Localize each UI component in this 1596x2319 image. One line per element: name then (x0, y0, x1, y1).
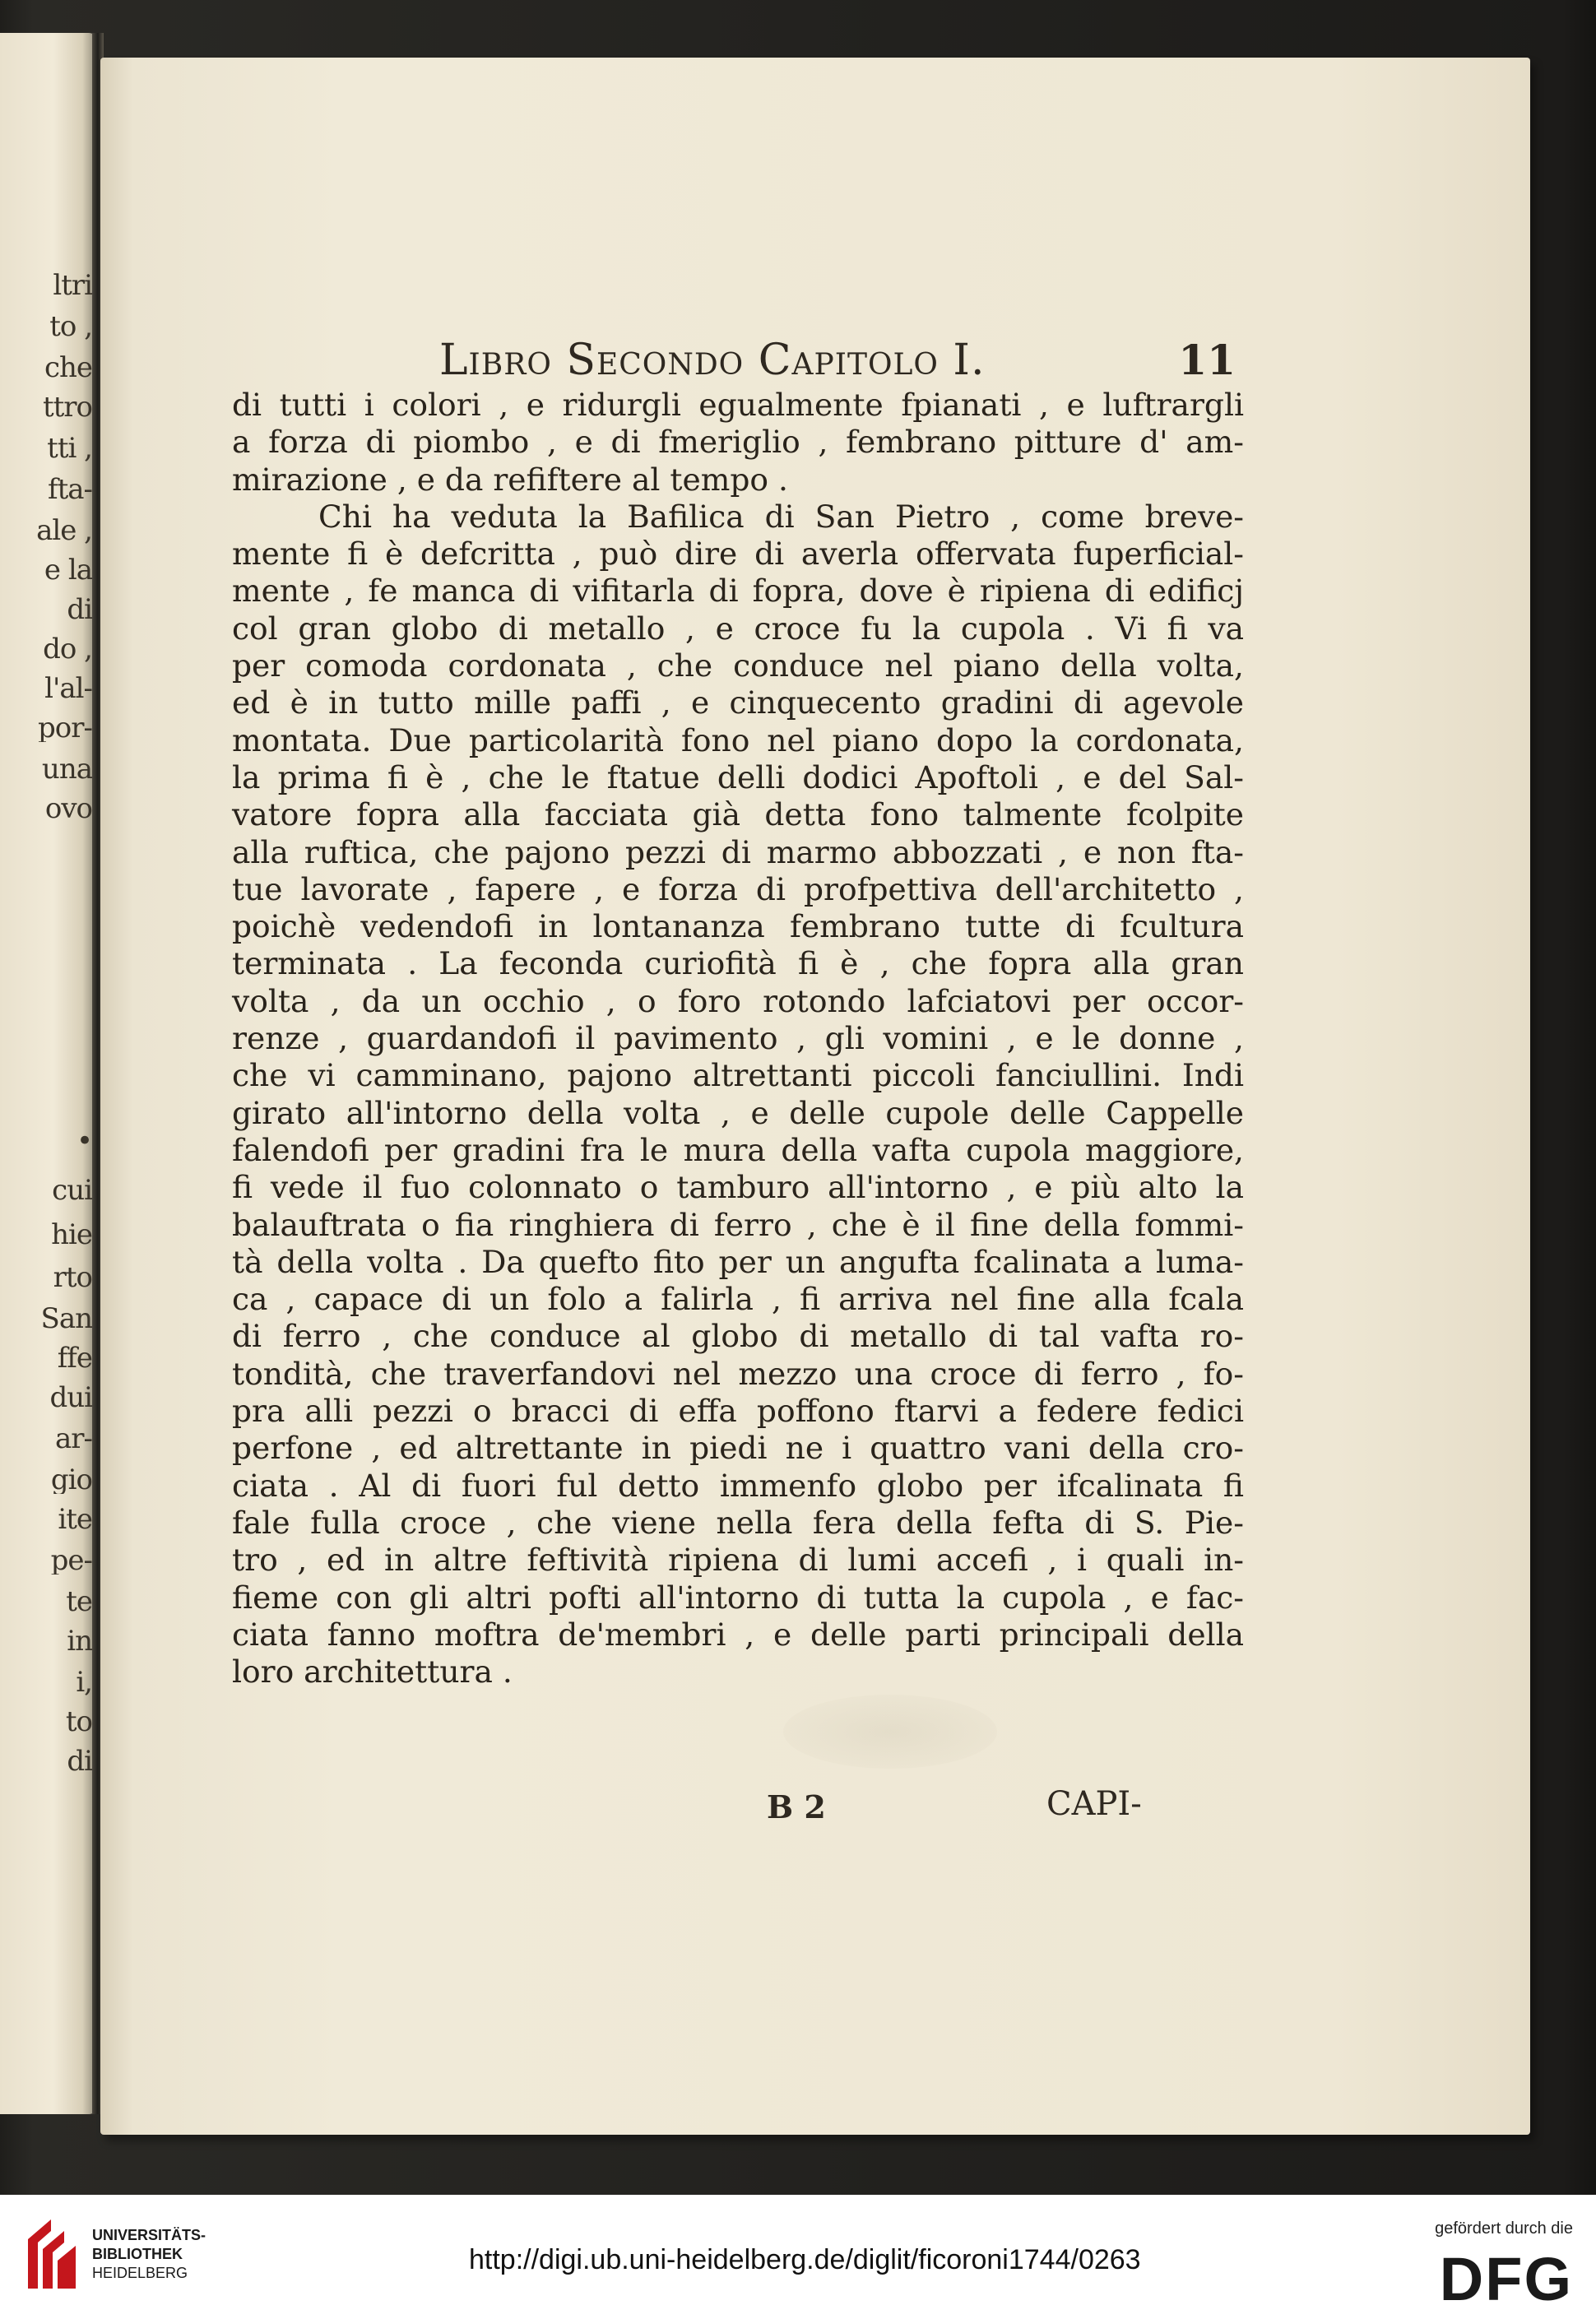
text-line: mente fi è defcritta , può dire di averla offervata fuperficial- (232, 536, 1244, 573)
page-stain (783, 1695, 997, 1769)
left-page-fragment: rto (53, 1264, 92, 1292)
left-page-fragment: tti , (47, 434, 92, 462)
text-line: ed è in tutto mille paffi , e cinquecento gradini di agevole (232, 684, 1244, 721)
left-page-fragment: San (40, 1305, 92, 1333)
text-line: per comoda cordonata , che conduce nel piano della volta, (232, 647, 1244, 684)
left-page-fragment: una (41, 755, 92, 783)
library-name-line: UNIVERSITÄTS- (92, 2227, 206, 2243)
text-line: pra alli pezzi o bracci di effa poffono ftarvi a federe fedici (232, 1393, 1244, 1430)
signature-mark: B 2 (767, 1788, 826, 1825)
text-line: vatore fopra alla facciata già detta fono talmente fcolpite (232, 796, 1244, 833)
catchword: CAPI- (1046, 1785, 1142, 1823)
left-page-fragment: fta- (47, 475, 92, 503)
text-line: loro architettura . (232, 1653, 513, 1691)
text-line: girato all'intorno della volta , e delle cupole delle Cappelle (232, 1094, 1244, 1131)
text-line: perfone , ed altrettante in piedi ne i quattro vani della cro- (232, 1430, 1244, 1467)
left-page-fragment: ttro (42, 393, 92, 421)
text-line: volta , da un occhio , o foro rotondo lafciatovi per occor- (232, 982, 1244, 1019)
text-line: ciata . Al di fuori ful detto immenfo globo per ifcalinata fi (232, 1467, 1244, 1504)
dfg-logo: DFG (1439, 2245, 1573, 2313)
left-page-fragment: hie (51, 1221, 92, 1249)
left-page-fragment: ale , (36, 517, 92, 545)
running-head: Libro Secondo Capitolo I. (439, 336, 986, 385)
text-line: ca , capace di un folo a falirla , fi arriva nel fine alla fcala (232, 1281, 1244, 1318)
text-line: mente , fe manca di vifitarla di fopra, dove è ripiena di edificj (232, 573, 1244, 610)
text-line: mirazione , e da refiftere al tempo . (232, 461, 788, 498)
text-line: col gran globo di metallo , e croce fu la cupola . Vi fi va (232, 610, 1244, 647)
permalink-url[interactable]: http://digi.ub.uni-heidelberg.de/diglit/ficoroni1744/0263 (469, 2244, 1141, 2275)
left-page-fragment: pe- (50, 1547, 92, 1575)
text-line: di tutti i colori , e ridurgli egualmente fpianati , e luftrargli (232, 387, 1244, 423)
left-page-fragment: ar- (54, 1425, 92, 1453)
text-line: la prima fi è , che le ftatue delli dodici Apoftoli , e del Sal- (232, 758, 1244, 795)
library-logo-icon (23, 2215, 79, 2293)
text-line: poichè vedendofi in lontananza fembrano tutte di fcultura (232, 908, 1244, 945)
left-page-fragment: to , (49, 313, 92, 341)
text-line: Chi ha veduta la Bafilica di San Pietro , come breve- (318, 498, 1244, 535)
text-line: di ferro , che conduce al globo di metallo di tal vafta ro- (232, 1318, 1244, 1355)
library-name-line: HEIDELBERG (92, 2265, 188, 2281)
text-line: alla ruftica, che pajono pezzi di marmo abbozzati , e non fta- (232, 833, 1244, 870)
text-line: montata. Due particolarità fono nel piano dopo la cordonata, (232, 721, 1244, 758)
text-line: che vi camminano, pajono altrettanti piccoli fanciullini. Indi (232, 1057, 1244, 1094)
left-page-fragment: ovo (44, 795, 92, 823)
funding-note: gefördert durch die (1435, 2219, 1573, 2238)
library-name (92, 2226, 206, 2283)
left-page-fragment: por- (38, 714, 92, 742)
left-page-fragment: do , (43, 635, 92, 663)
text-line: tà della volta . Da quefto fito per un angufta fcalinata a luma- (232, 1243, 1244, 1280)
left-page-fragment: cui (52, 1176, 92, 1204)
left-page-fragment: che (44, 354, 92, 382)
text-line: tro , ed in altre feftività ripiena di lumi accefi , i quali in- (232, 1542, 1244, 1579)
text-line: fi vede il fuo colonnato o tamburo all'intorno , e più alto la (232, 1169, 1244, 1206)
left-page-fragment: dui (49, 1384, 92, 1412)
text-line: a forza di piombo , e di fmeriglio , fembrano pitture d' am- (232, 424, 1244, 461)
left-page-fragment: to (65, 1708, 92, 1736)
footer-bar (0, 2195, 1596, 2319)
text-line: terminata . La feconda curiofità fi è , che fopra alla gran (232, 945, 1244, 982)
text-line: tue lavorate , fapere , e forza di profpettiva dell'architetto , (232, 870, 1244, 907)
book-page (100, 58, 1530, 2135)
text-line: renze , guardandofi il pavimento , gli vomini , e le donne , (232, 1020, 1244, 1057)
page-number: 11 (1178, 336, 1236, 384)
left-page-fragment: ffe (57, 1344, 92, 1372)
left-page-fragment: gio (50, 1466, 92, 1494)
library-name-line: BIBLIOTHEK (92, 2246, 183, 2262)
body-text (232, 387, 1244, 1691)
text-line: fale fulla croce , che viene nella fera della fefta di S. Pie- (232, 1504, 1244, 1541)
left-page-fragment: in (67, 1627, 92, 1655)
text-line: tondità, che traverfandovi nel mezzo una croce di ferro , fo- (232, 1355, 1244, 1392)
left-page-fragment: di (67, 1747, 92, 1775)
left-page-fragment: l'al- (44, 675, 92, 703)
left-facing-page (0, 33, 97, 2114)
left-page-fragment: • (76, 1127, 92, 1155)
left-page-fragment: te (66, 1588, 92, 1616)
text-line: ciata fanno moftra de'membri , e delle parti principali della (232, 1616, 1244, 1653)
text-line: fieme con gli altri pofti all'intorno di tutta la cupola , e fac- (232, 1579, 1244, 1616)
left-page-fragment: di (67, 596, 92, 624)
text-line: falendofi per gradini fra le mura della vafta cupola maggiore, (232, 1131, 1244, 1168)
left-page-fragment: ite (58, 1505, 92, 1533)
left-page-fragment: ltri (53, 271, 92, 299)
left-page-fragment: i, (76, 1668, 92, 1696)
text-line: balauftrata o fia ringhiera di ferro , che è il fine della fommi- (232, 1206, 1244, 1243)
left-page-fragment: e la (44, 556, 92, 584)
